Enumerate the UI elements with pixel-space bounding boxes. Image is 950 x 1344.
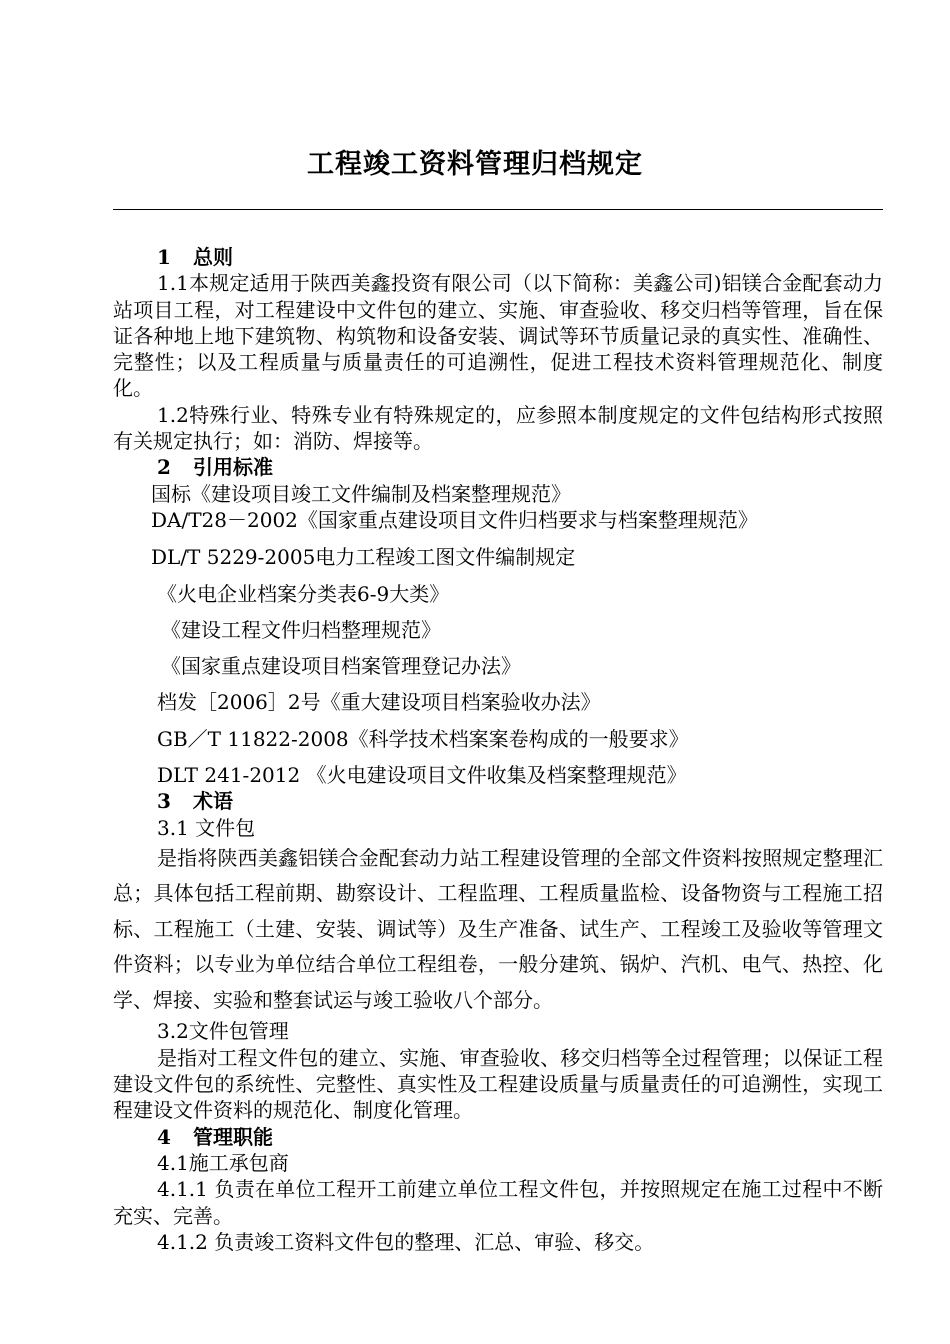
section-heading-4	[113, 1124, 883, 1150]
subsection-title-3-2: 3.2文件包管理	[157, 1019, 289, 1044]
reference-item: DA/T28－2002《国家重点建设项目文件归档要求与档案整理规范》	[151, 507, 758, 532]
section-number: 3	[157, 789, 171, 814]
document-body	[113, 244, 883, 1255]
reference-item: DL/T 5229-2005电力工程竣工图文件编制规定	[151, 545, 576, 570]
title-divider	[113, 209, 883, 210]
reference-item: 档发［2006］2号《重大建设项目档案验收办法》	[157, 690, 601, 715]
section-number: 1	[157, 245, 171, 269]
reference-item: 《火电企业档案分类表6-9大类》	[157, 581, 450, 606]
section-heading-3	[113, 788, 883, 814]
section-heading-1	[113, 244, 883, 270]
paragraph-1-2: 1.2特殊行业、特殊专业有特殊规定的，应参照本制度规定的文件包结构形式按照有关规定执行；如：消防、焊接等。	[113, 402, 883, 454]
reference-item: 《建设工程文件归档整理规范》	[161, 617, 441, 642]
reference-item: 《国家重点建设项目档案管理登记办法》	[161, 654, 521, 679]
section-heading-2	[113, 454, 883, 480]
section-title: 引用标准	[193, 455, 273, 480]
section-title: 管理职能	[193, 1124, 273, 1149]
paragraph-4-1-2: 4.1.2 负责竣工资料文件包的整理、汇总、审验、移交。	[157, 1229, 655, 1254]
section-number: 4	[157, 1124, 171, 1149]
subsection-title-4-1: 4.1施工承包商	[157, 1150, 289, 1175]
paragraph-4-1-1: 4.1.1 负责在单位工程开工前建立单位工程文件包，并按照规定在施工过程中不断充实、完善。	[113, 1177, 883, 1228]
section-title: 术语	[193, 789, 233, 814]
section-title: 总则	[193, 245, 233, 269]
subsection-title-3-1: 3.1 文件包	[157, 815, 256, 840]
section-number: 2	[157, 455, 171, 480]
paragraph-3-1: 是指将陕西美鑫铝镁合金配套动力站工程建设管理的全部文件资料按照规定整理汇总；具体包括工程前期、勘察设计、工程监理、工程质量监检、设备物资与工程施工招标、工程施工（土建、安装、调试等）及生产准备、试生产、工程竣工及验收等管理文件资料；以专业为单位结合单位工程组卷，一般分建筑、锅炉、汽机、电气、热控、化学、焊接、实验和整套试运与竣工验收八个部分。	[113, 845, 883, 1012]
paragraph-1-1: 1.1本规定适用于陕西美鑫投资有限公司（以下简称：美鑫公司)铝镁合金配套动力站项目工程，对工程建设中文件包的建立、实施、审查验收、移交归档等管理，旨在保证各种地上地下建筑物、构筑物和设备安装、调试等环节质量记录的真实性、准确性、完整性；以及工程质量与质量责任的可追溯性，促进工程技术资料管理规范化、制度化。	[113, 271, 883, 401]
reference-item: GB／T 11822-2008《科学技术档案案卷构成的一般要求》	[157, 726, 689, 751]
document-title: 工程竣工资料管理归档规定	[307, 149, 643, 180]
paragraph-3-2: 是指对工程文件包的建立、实施、审查验收、移交归档等全过程管理；以保证工程建设文件包的系统性、完整性、真实性及工程建设质量与质量责任的可追溯性，实现工程建设文件资料的规范化、制度化管理。	[113, 1045, 883, 1123]
reference-item: DLT 241-2012 《火电建设项目文件收集及档案整理规范》	[157, 763, 687, 788]
reference-item: 国标《建设项目竣工文件编制及档案整理规范》	[151, 481, 571, 506]
